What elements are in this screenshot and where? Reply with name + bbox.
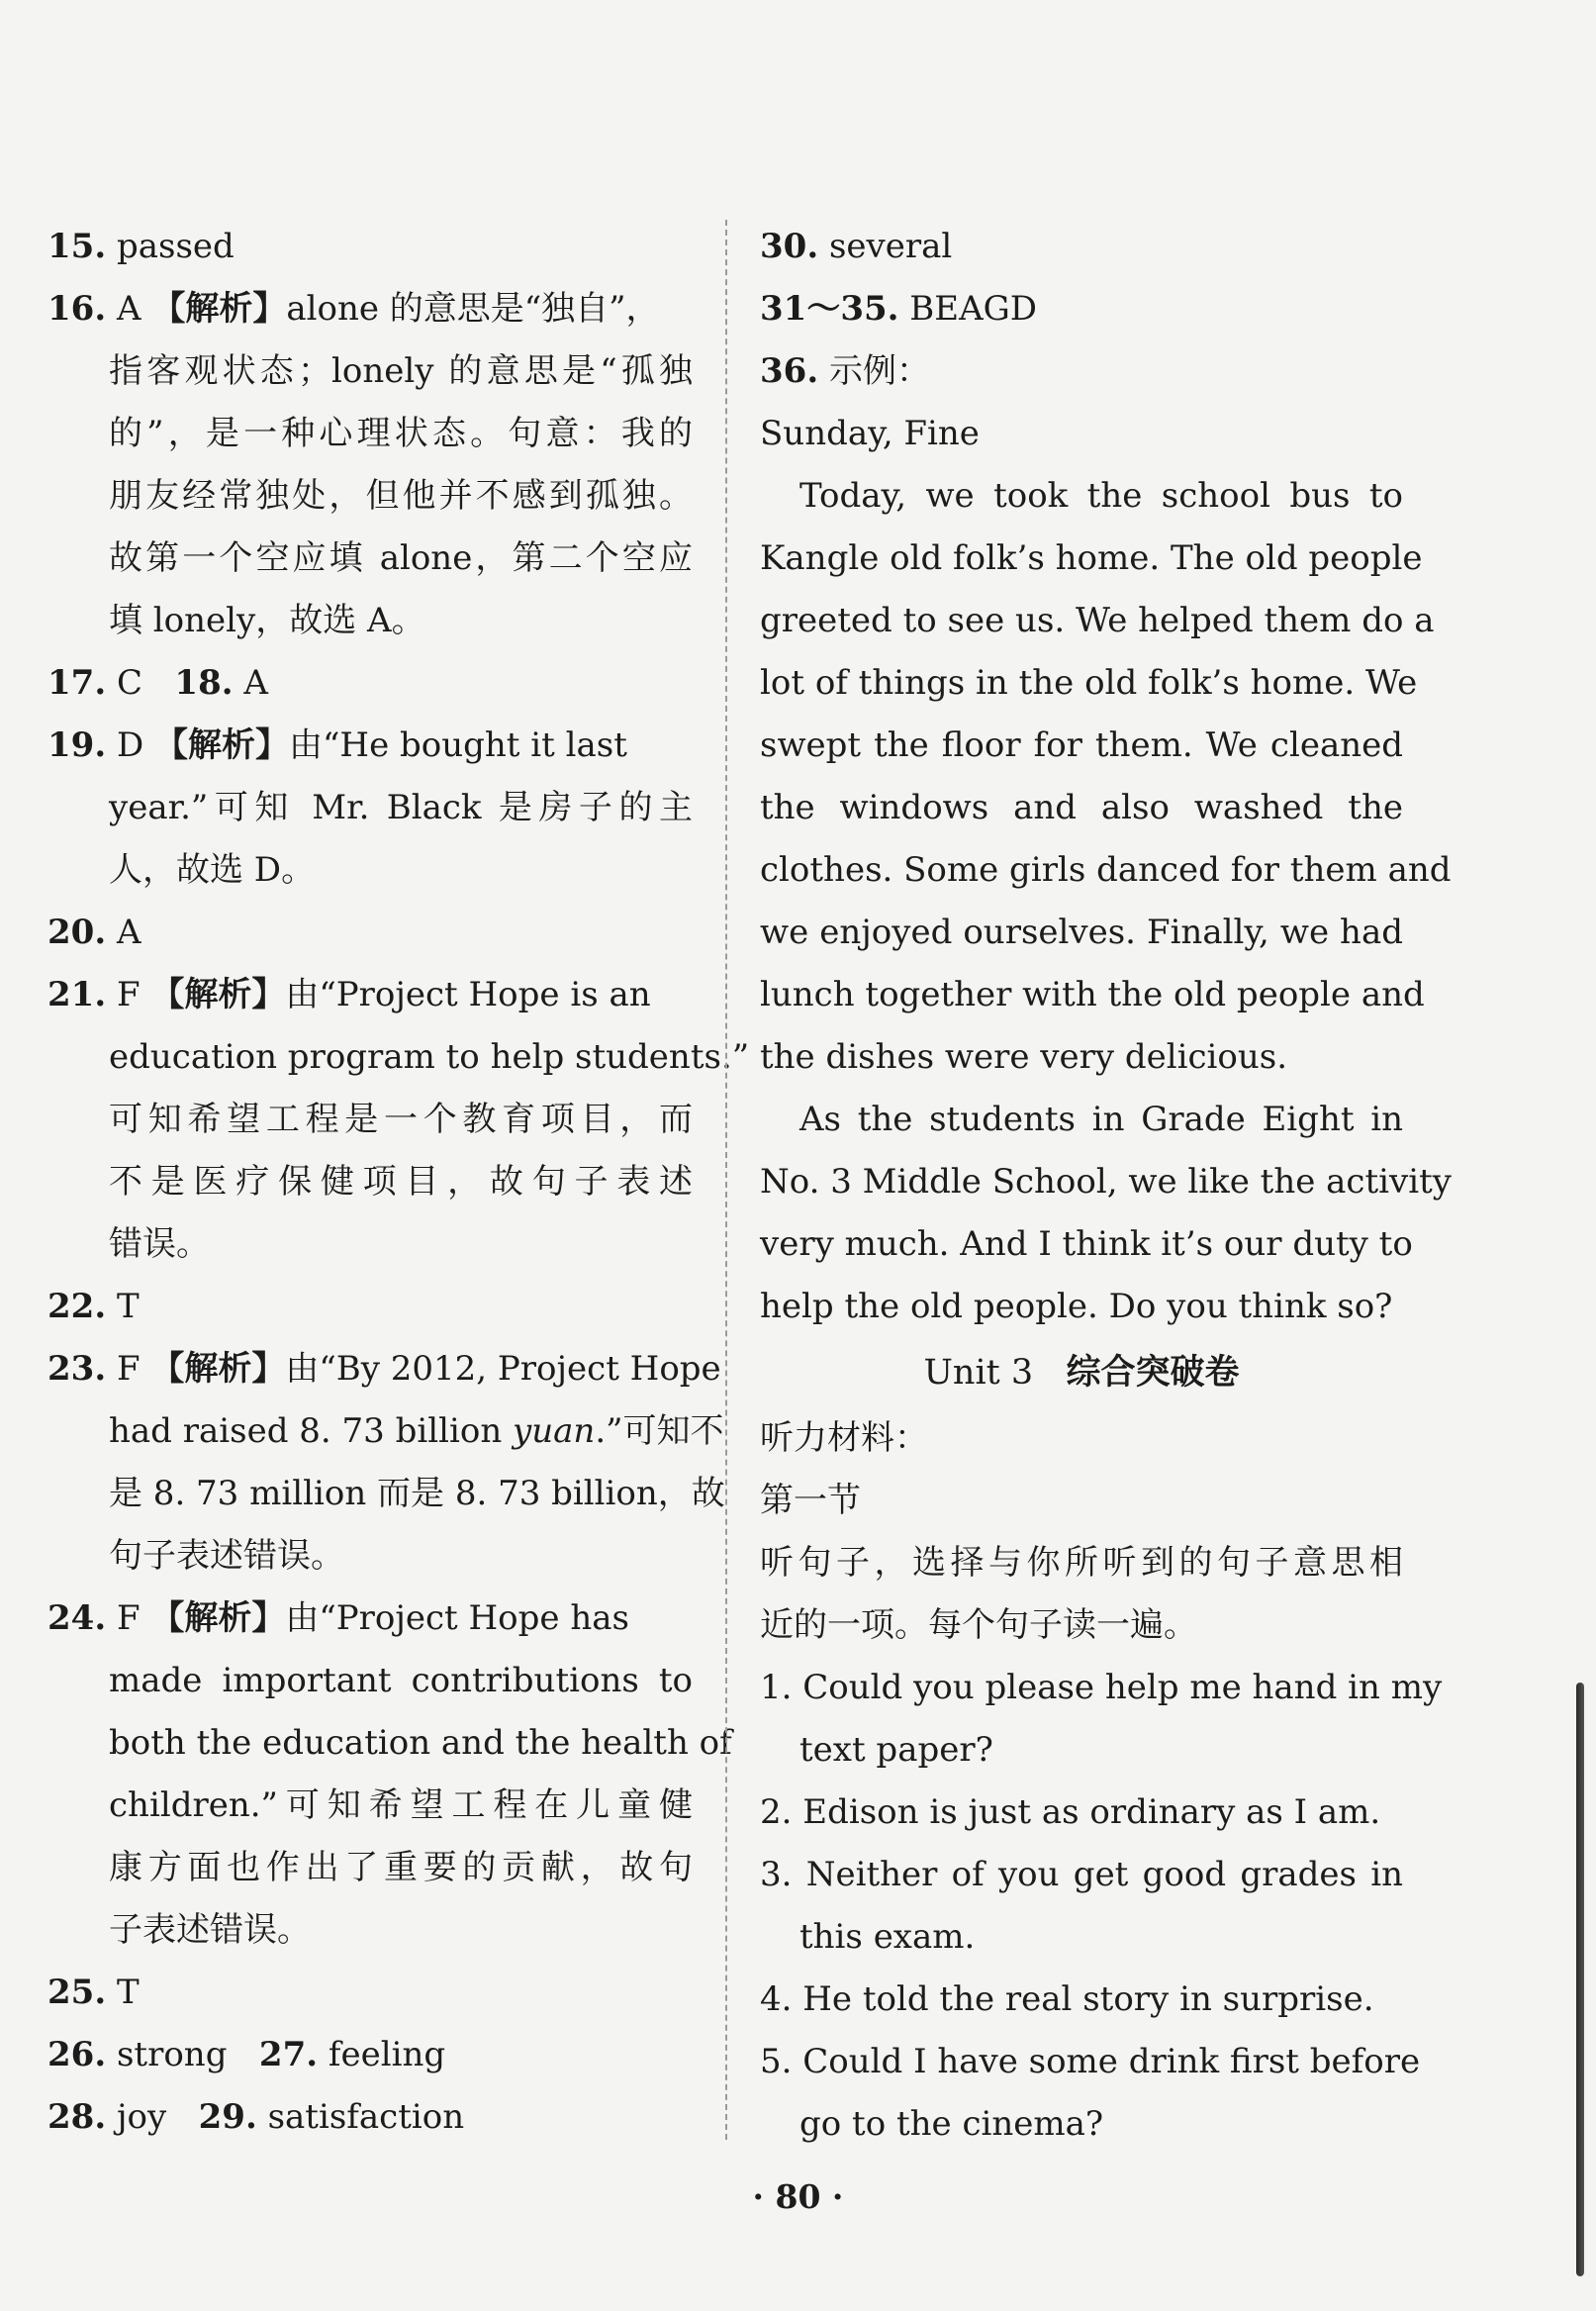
- answer-24-line: both the education and the health of: [109, 1723, 732, 1763]
- answer-28-29: 28. joy 29. satisfaction: [47, 2097, 465, 2137]
- answer-24-line: made important contributions to: [109, 1661, 693, 1700]
- answer-23: 23. F 【解析】由“By 2012, Project Hope: [47, 1349, 721, 1389]
- answer-16-line: 的”，是一种心理状态。句意：我的: [109, 414, 693, 453]
- essay-line: Kangle old folk’s home. The old people: [760, 538, 1423, 578]
- essay-line: the dishes were very delicious.: [760, 1037, 1288, 1077]
- essay-line: very much. And I think it’s our duty to: [760, 1224, 1413, 1264]
- listening-sentence: go to the cinema?: [799, 2104, 1104, 2144]
- answer-15: 15. passed: [47, 227, 235, 266]
- right-column: [760, 216, 1452, 2156]
- essay-date: Sunday, Fine: [760, 414, 980, 453]
- listening-sentence: 3. Neither of you get good grades in: [760, 1855, 1403, 1894]
- answer-16-line: 指客观状态；lonely 的意思是“孤独: [109, 351, 693, 391]
- essay-line: greeted to see us. We helped them do a: [760, 601, 1435, 640]
- listening-sentence: this exam.: [799, 1917, 976, 1957]
- answer-19-line: 人，故选 D。: [109, 850, 316, 890]
- listening-sentence: 5. Could I have some drink first before: [760, 2042, 1421, 2081]
- answer-17-18: 17. C 18. A: [47, 663, 268, 703]
- answer-24: 24. F 【解析】由“Project Hope has: [47, 1598, 629, 1638]
- answer-24-line: children.”可知希望工程在儿童健: [109, 1785, 693, 1825]
- answer-22: 22. T: [47, 1287, 140, 1326]
- essay-line: As the students in Grade Eight in: [799, 1100, 1403, 1139]
- listening-sentence: 2. Edison is just as ordinary as I am.: [760, 1792, 1381, 1832]
- essay-line: clothes. Some girls danced for them and: [760, 850, 1452, 890]
- answer-26-27: 26. strong 27. feeling: [47, 2035, 446, 2074]
- listening-sentence: 1. Could you please help me hand in my: [760, 1668, 1443, 1707]
- answer-23-line: 是 8. 73 million 而是 8. 73 billion，故: [109, 1474, 725, 1513]
- answer-16-line: 填 lonely，故选 A。: [109, 601, 425, 640]
- answer-16-line: 朋友经常独处，但他并不感到孤独。: [109, 476, 693, 516]
- page-number: · 80 ·: [752, 2177, 844, 2216]
- answer-21: 21. F 【解析】由“Project Hope is an: [47, 975, 651, 1014]
- unit-heading: Unit 3 综合突破卷: [923, 1352, 1240, 1393]
- listening-label: 听力材料：: [760, 1418, 928, 1458]
- answer-30: 30. several: [760, 227, 953, 266]
- section-label: 第一节: [760, 1481, 861, 1520]
- answer-19: 19. D 【解析】由“He bought it last: [47, 725, 627, 765]
- answer-23-line: 句子表述错误。: [109, 1536, 344, 1576]
- answer-21-line: 不是医疗保健项目，故句子表述: [109, 1162, 693, 1202]
- answer-21-line: 错误。: [109, 1224, 210, 1264]
- essay-line: we enjoyed ourselves. Finally, we had: [760, 913, 1403, 952]
- essay-line: lot of things in the old folk’s home. We: [760, 663, 1418, 703]
- essay-line: swept the floor for them. We cleaned: [760, 725, 1403, 765]
- answer-20: 20. A: [47, 913, 141, 952]
- answer-24-line: 康方面也作出了重要的贡献，故句: [109, 1848, 693, 1887]
- column-divider: [725, 220, 727, 2140]
- instruction-line: 近的一项。每个句子读一遍。: [760, 1605, 1197, 1645]
- answer-36: 36. 示例：: [760, 351, 930, 391]
- answer-23-line: had raised 8. 73 billion yuan.”可知不: [109, 1411, 724, 1451]
- scan-edge-shadow: [1576, 1683, 1584, 2276]
- answer-31-35: 31～35. BEAGD: [760, 289, 1038, 329]
- answer-25: 25. T: [47, 1973, 140, 2012]
- left-column: [47, 216, 750, 2149]
- answer-24-line: 子表述错误。: [109, 1910, 311, 1950]
- listening-sentence: 4. He told the real story in surprise.: [760, 1979, 1374, 2019]
- essay-line: No. 3 Middle School, we like the activity: [760, 1162, 1452, 1202]
- answer-19-line: year.”可知 Mr. Black 是房子的主: [109, 788, 693, 827]
- answer-16: 16. A 【解析】alone 的意思是“独自”，: [47, 289, 660, 329]
- instruction-line: 听句子，选择与你所听到的句子意思相: [760, 1543, 1403, 1583]
- essay-line: the windows and also washed the: [760, 788, 1403, 827]
- essay-line: Today, we took the school bus to: [799, 476, 1403, 516]
- answer-21-line: 可知希望工程是一个教育项目，而: [109, 1100, 693, 1139]
- answer-21-line: education program to help students.”: [109, 1037, 750, 1077]
- listening-sentence: text paper?: [799, 1730, 993, 1770]
- essay-line: lunch together with the old people and: [760, 975, 1425, 1014]
- essay-line: help the old people. Do you think so?: [760, 1287, 1393, 1326]
- answer-16-line: 故第一个空应填 alone，第二个空应: [109, 538, 693, 578]
